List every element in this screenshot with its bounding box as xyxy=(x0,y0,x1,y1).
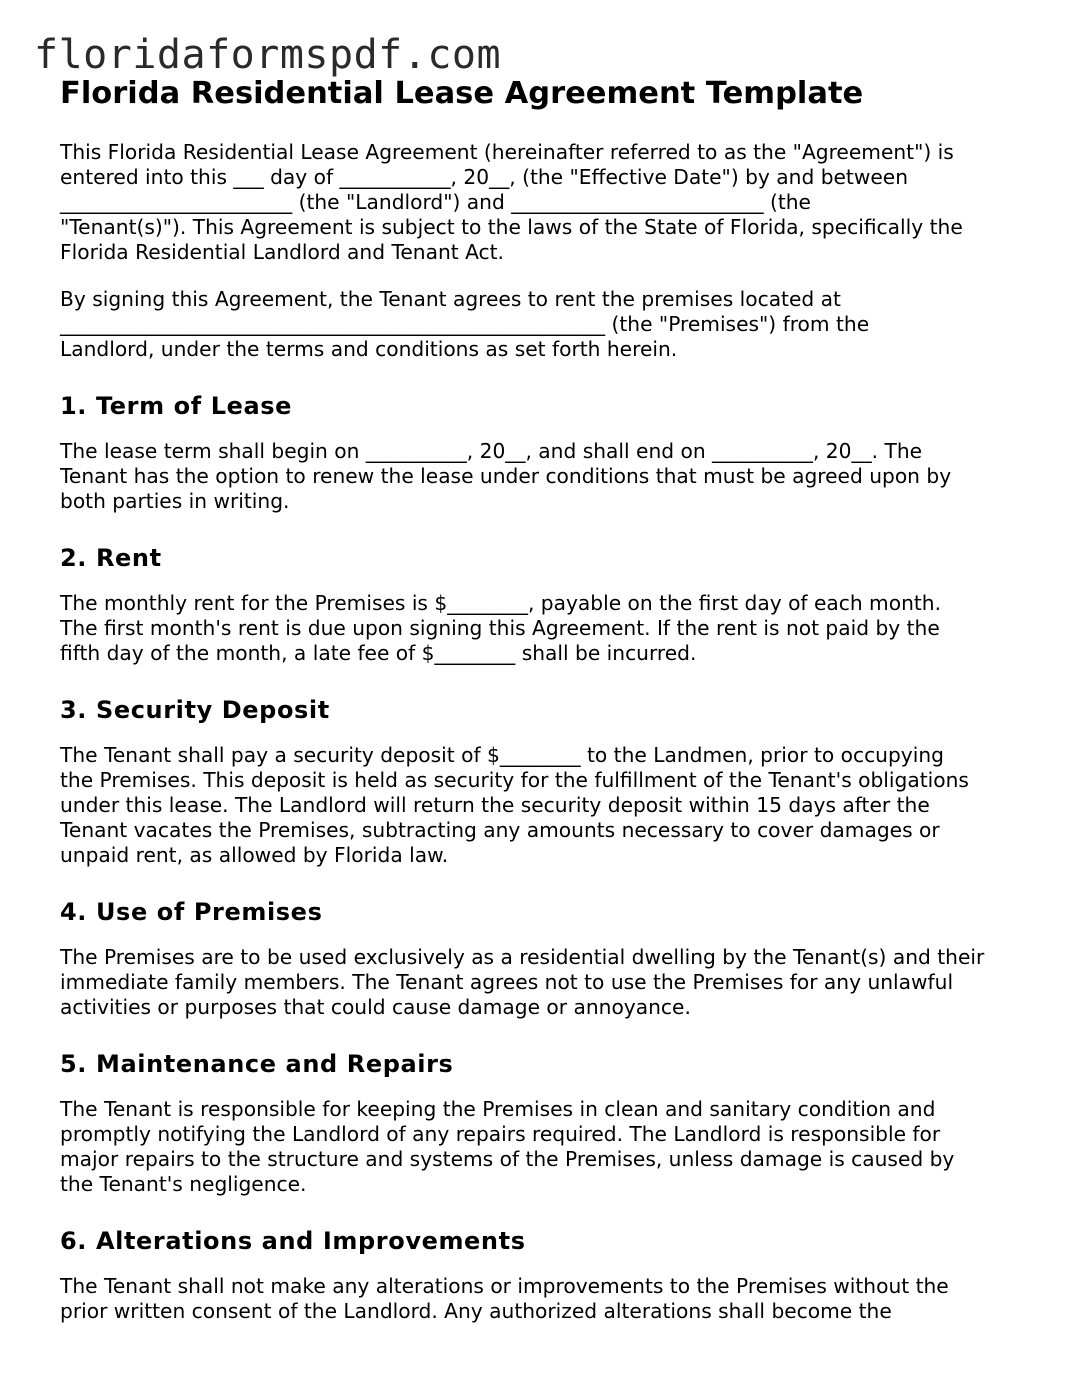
section-maintenance-and-repairs xyxy=(60,1049,1035,1197)
section-text: The monthly rent for the Premises is $________, payable on the first day of each month. The first month's rent is due upon signing this Agreement. If the rent is not paid by the fifth day of the month, a late fee of $________ shall be incurred. xyxy=(60,591,941,665)
section-use-of-premises xyxy=(60,897,1035,1020)
section-text: The Tenant is responsible for keeping the Premises in clean and sanitary condition and promptly notifying the Landlord of any repairs required. The Landlord is responsible for major repairs to the structure and systems of the Premises, unless damage is caused by the Tenant's negligence. xyxy=(60,1097,955,1196)
section-heading: 6. Alterations and Improvements xyxy=(60,1227,526,1255)
section-alterations-and-improvements xyxy=(60,1226,1035,1324)
premises-paragraph: By signing this Agreement, the Tenant agrees to rent the premises located at ______________________________________________________ (the "Premises") from the Landlord, under the terms and conditions as set forth herein. xyxy=(60,287,870,361)
section-heading: 2. Rent xyxy=(60,544,162,572)
intro-paragraph: This Florida Residential Lease Agreement (hereinafter referred to as the "Agreement") is entered into this ___ day of ___________, 20__, (the "Effective Date") by and between _______________________ (the "Landlord") and _________________________ (the "Tenant(s)"). This Agreement is subject to the laws of the State of Florida, specifically the Florida Residential Landlord and Tenant Act. xyxy=(60,140,963,264)
section-rent xyxy=(60,543,1035,666)
section-security-deposit xyxy=(60,695,1035,868)
section-heading: 1. Term of Lease xyxy=(60,392,293,420)
section-heading: 4. Use of Premises xyxy=(60,898,323,926)
section-text: The Tenant shall not make any alterations or improvements to the Premises without the prior written consent of the Landlord. Any authorized alterations shall become the xyxy=(60,1274,949,1323)
section-heading: 3. Security Deposit xyxy=(60,696,330,724)
section-text: The Premises are to be used exclusively as a residential dwelling by the Tenant(s) and their immediate family members. The Tenant agrees not to use the Premises for any unlawful activities or purposes that could cause damage or annoyance. xyxy=(60,945,985,1019)
site-watermark: floridaformspdf.com xyxy=(34,32,502,78)
section-term-of-lease xyxy=(60,391,1035,514)
section-text: The lease term shall begin on __________, 20__, and shall end on __________, 20__. The Tenant has the option to renew the lease under conditions that must be agreed upon by both parties in writing. xyxy=(60,439,952,513)
document-title: Florida Residential Lease Agreement Template xyxy=(60,76,864,111)
section-text: The Tenant shall pay a security deposit of $________ to the Landmen, prior to occupying the Premises. This deposit is held as security for the fulfillment of the Tenant's obligations under this lease. The Landlord will return the security deposit within 15 days after the Tenant vacates the Premises, subtracting any amounts necessary to cover damages or unpaid rent, as allowed by Florida law. xyxy=(60,743,969,867)
section-heading: 5. Maintenance and Repairs xyxy=(60,1050,454,1078)
lease-document xyxy=(60,74,1035,1324)
